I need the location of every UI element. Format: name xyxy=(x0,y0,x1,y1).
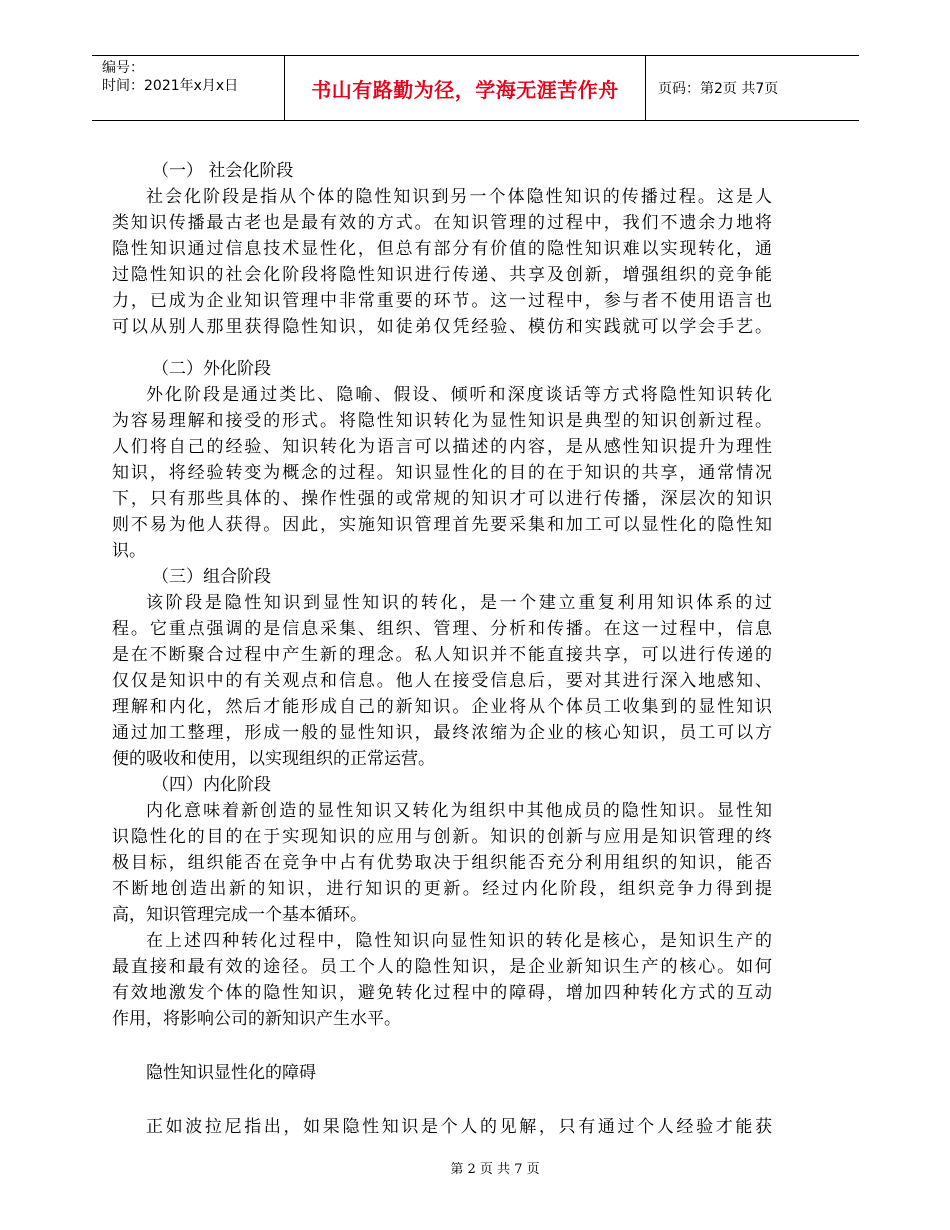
paragraph-line: 高，知识管理完成一个基本循环。 xyxy=(112,905,367,925)
paragraph-line: 力，已成为企业知识管理中非常重要的环节。这一过程中，参与者不使用语言也 xyxy=(112,291,772,311)
paragraph-line: 程。它重点强调的是信息采集、组织、管理、分析和传播。在这一过程中，信息 xyxy=(112,619,772,639)
page-header xyxy=(92,55,859,121)
paragraph-line: 理解和内化，然后才能形成自己的新知识。企业将从个体员工收集到的显性知识 xyxy=(112,697,772,717)
header-motto: 书山有路勤为径，学海无涯苦作舟 xyxy=(311,77,619,102)
document-number-label: 编号： xyxy=(102,60,144,76)
paragraph-line: 正如波拉尼指出，如果隐性知识是个人的见解，只有通过个人经验才能获 xyxy=(146,1117,772,1137)
paragraph-line: 作用，将影响公司的新知识产生水平。 xyxy=(112,1009,401,1029)
paragraph-line: 识。 xyxy=(112,541,146,561)
paragraph-line: 不断地创造出新的知识，进行知识的更新。经过内化阶段，组织竞争力得到提 xyxy=(112,879,772,899)
paragraph-line: 知识，将经验转变为概念的过程。知识显性化的目的在于知识的共享，通常情况 xyxy=(112,463,772,483)
header-motto-cell xyxy=(284,56,646,120)
section-heading: 隐性知识显性化的障碍 xyxy=(146,1063,316,1083)
paragraph-line: 隐性知识通过信息技术显性化，但总有部分有价值的隐性知识难以实现转化，通 xyxy=(112,239,772,259)
document-date: 时间：2021年x月x日 xyxy=(102,78,239,94)
paragraph-line: 则不易为他人获得。因此，实施知识管理首先要采集和加工可以显性化的隐性知 xyxy=(112,515,772,535)
section-heading: （二）外化阶段 xyxy=(152,359,271,379)
paragraph-line: 人们将自己的经验、知识转化为语言可以描述的内容，是从感性知识提升为理性 xyxy=(112,437,772,457)
section-heading: （四）内化阶段 xyxy=(152,775,271,795)
footer-page-number: 第 2 页 共 7 页 xyxy=(450,1162,540,1177)
header-meta xyxy=(92,56,284,120)
paragraph-line: 可以从别人那里获得隐性知识，如徒弟仅凭经验、模仿和实践就可以学会手艺。 xyxy=(112,317,772,337)
section-heading: （三）组合阶段 xyxy=(152,567,271,587)
paragraph-line: 过隐性知识的社会化阶段将隐性知识进行传递、共享及创新，增强组织的竞争能 xyxy=(112,265,772,285)
paragraph-line: 该阶段是隐性知识到显性知识的转化，是一个建立重复利用知识体系的过 xyxy=(146,593,772,613)
paragraph-line: 是在不断聚合过程中产生新的理念。私人知识并不能直接共享，可以进行传递的 xyxy=(112,645,772,665)
paragraph-line: 社会化阶段是指从个体的隐性知识到另一个体隐性知识的传播过程。这是人 xyxy=(146,187,772,207)
page-footer xyxy=(0,1158,950,1177)
paragraph-line: 为容易理解和接受的形式。将隐性知识转化为显性知识是典型的知识创新过程。 xyxy=(112,411,772,431)
paragraph-line: 极目标，组织能否在竞争中占有优势取决于组织能否充分利用组织的知识，能否 xyxy=(112,853,772,873)
paragraph-line: 识隐性化的目的在于实现知识的应用与创新。知识的创新与应用是知识管理的终 xyxy=(112,827,772,847)
paragraph-line: 通过加工整理，形成一般的显性知识，最终浓缩为企业的核心知识，员工可以方 xyxy=(112,723,772,743)
paragraph-line: 在上述四种转化过程中，隐性知识向显性知识的转化是核心，是知识生产的 xyxy=(146,931,772,951)
paragraph-line: 最直接和最有效的途径。员工个人的隐性知识，是企业新知识生产的核心。如何 xyxy=(112,957,772,977)
paragraph-line: 类知识传播最古老也是最有效的方式。在知识管理的过程中，我们不遗余力地将 xyxy=(112,213,772,233)
paragraph-line: 外化阶段是通过类比、隐喻、假设、倾听和深度谈话等方式将隐性知识转化 xyxy=(146,385,772,405)
paragraph-line: 内化意味着新创造的显性知识又转化为组织中其他成员的隐性知识。显性知 xyxy=(146,801,772,821)
paragraph-line: 下，只有那些具体的、操作性强的或常规的知识才可以进行传播，深层次的知识 xyxy=(112,489,772,509)
section-heading: （一） 社会化阶段 xyxy=(152,161,294,181)
header-page-info-cell xyxy=(646,56,859,120)
paragraph-line: 便的吸收和使用，以实现组织的正常运营。 xyxy=(112,749,435,769)
paragraph-line: 有效地激发个体的隐性知识，避免转化过程中的障碍，增加四种转化方式的互动 xyxy=(112,983,772,1003)
paragraph-line: 仅仅是知识中的有关观点和信息。他人在接受信息后，要对其进行深入地感知、 xyxy=(112,671,772,691)
header-page-info: 页码：第2页 共7页 xyxy=(658,81,779,97)
